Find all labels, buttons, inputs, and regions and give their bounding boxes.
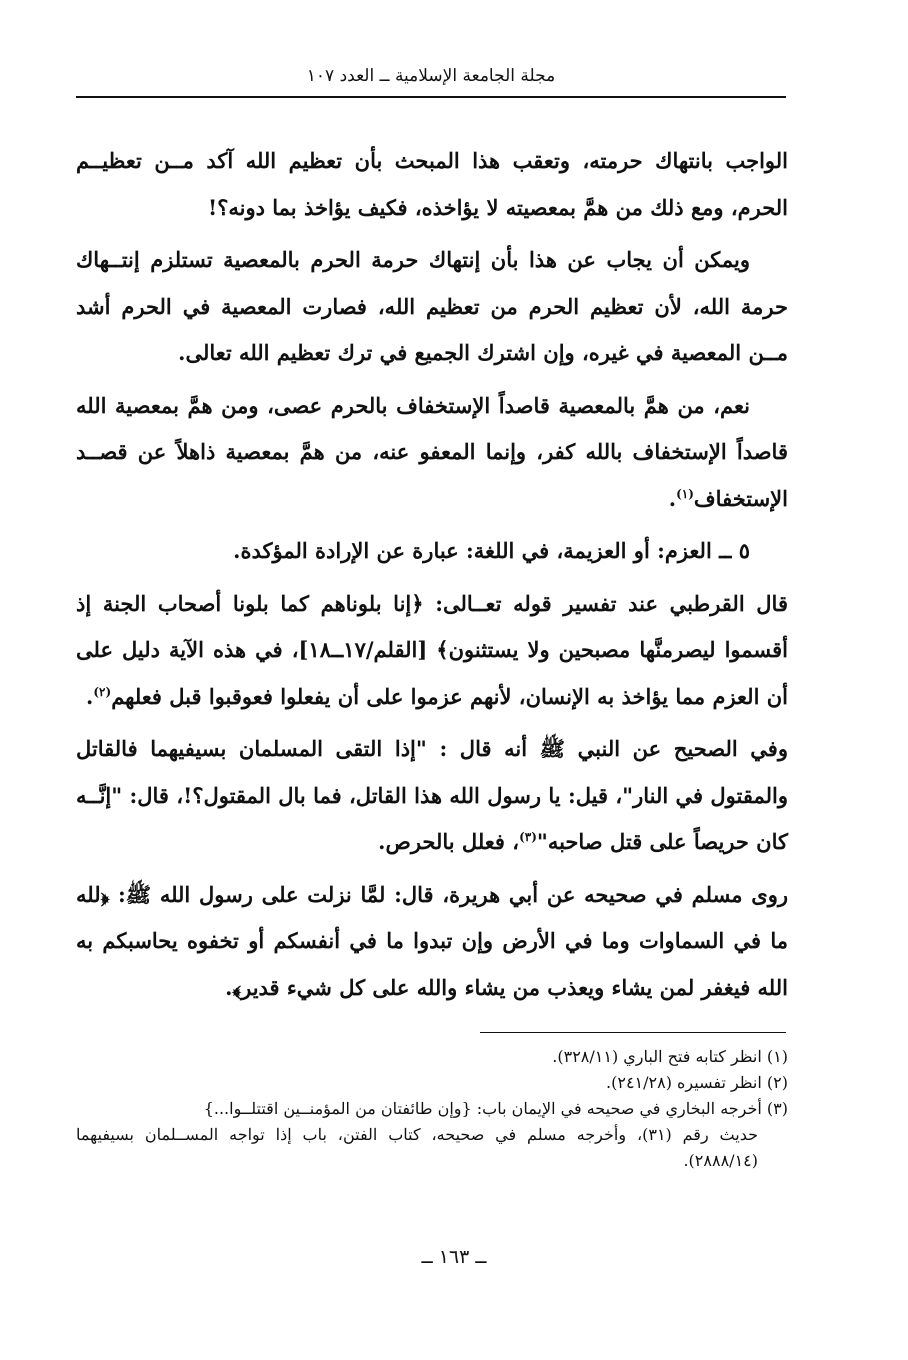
footnote-3-continued: حديث رقم (٣١)، وأخرجه مسلم في صحيحه، كتاب الفتن، باب إذا تواجه المســلمان بسيفيهما (٢٨٨٨/١٤). [76,1125,759,1170]
footnote-2: (٢) انظر تفسيره (٢٤١/٢٨). [606,1073,788,1092]
paragraph-3: نعم، من همَّ بالمعصية قاصداً الإستخفاف بالحرم عصى، ومن همَّ بمعصية الله قاصداً الإستخفاف بالله كفر، وإنما المعفو عنه، من همَّ بمعصية ذاهلاً عن قصــد الإستخفاف$^{(١)}$. [76,392,788,511]
footnote-1: (١) انظر كتابه فتح الباري (٣٢٨/١١). [552,1047,788,1066]
page-number: ــ ١٦٣ ــ [421,1246,487,1268]
header-rule [76,96,786,98]
paragraph-6-tail: ، فعلل بالحرص. [378,829,520,854]
paragraph-5-text: قال القرطبي عند تفسير قوله تعــالى: ﴿إنا بلوناهم كما بلونا أصحاب الجنة إذ أقسموا ليصرمنَّها مصبحين ولا يستثنون﴾ [القلم/١٧ــ١٨]، في هذه الآية دليل على أن العزم مما يؤاخذ به الإنسان، لأنهم عزموا على أن يفعلوا فعوقبوا قبل فعلهم [76,590,788,709]
body-text [76,138,788,1017]
footnote-ref-1[interactable]: (١) [676,486,694,501]
running-header: مجلة الجامعة الإسلامية ــ العدد ١٠٧ [306,66,556,86]
paragraph-4: ٥ ــ العزم: أو العزيمة، في اللغة: عبارة عن الإرادة المؤكدة. [233,538,750,563]
paragraph-3-text: نعم، من همَّ بالمعصية قاصداً الإستخفاف بالحرم عصى، ومن همَّ بمعصية الله قاصداً الإستخفاف بالله كفر، وإنما المعفو عنه، من همَّ بمعصية ذاهلاً عن قصــد الإستخفاف [76,392,788,511]
footnotes [76,1044,788,1174]
paragraph-6 [76,726,788,866]
footnote-ref-2[interactable]: (٢) [93,684,112,699]
paragraph-6-text: وفي الصحيح عن النبي ﷺ أنه قال : "إذا التقى المسلمان بسيفيهما فالقاتل والمقتول في النار"، قيل: يا رسول الله هذا القاتل، فما بال المقتول؟!، قال: "إنَّــه كان حريصاً على قتل صاحبه" [76,736,788,854]
paragraph-7: روى مسلم في صحيحه عن أبي هريرة، قال: لمَّا نزلت على رسول الله ﷺ: ﴿لله ما في السماوات وما في الأرض وإن تبدوا ما في أنفسكم أو تخفوه يحاسبكم به الله فيغفر لمن يشاء ويعذب من يشاء والله على كل شيء قدير﴾. [76,881,788,1000]
footnote-rule [480,1032,786,1033]
footnote-3: (٣) أخرجه البخاري في صحيحه في الإيمان باب: {وإن طائفتان من المؤمنــين اقتتلــوا...} [203,1099,788,1118]
footnote-ref-3[interactable]: (٣) [519,830,537,844]
paragraph-2: ويمكن أن يجاب عن هذا بأن إنتهاك حرمة الحرم بالمعصية تستلزم إنتــهاك حرمة الله، لأن تعظيم الحرم من تعظيم الله، فصارت المعصية في الحرم أشد مــن المعصية في غيره، وإن اشترك الجميع في ترك تعظيم الله تعالى. [76,247,788,365]
paragraph-1: الواجب بانتهاك حرمته، وتعقب هذا المبحث بأن تعظيم الله آكد مــن تعظيــم الحرم، ومع ذلك من همَّ بمعصيته لا يؤاخذه، فكيف يؤاخذ بما دونه؟! [76,148,788,220]
paragraph-5: قال القرطبي عند تفسير قوله تعــالى: ﴿إنا بلوناهم كما بلونا أصحاب الجنة إذ أقسموا ليصرمنَّها مصبحين ولا يستثنون﴾ [القلم/١٧ــ١٨]، في هذه الآية دليل على أن العزم مما يؤاخذ به الإنسان، لأنهم عزموا على أن يفعلوا فعوقبوا قبل فعلهم$^{(٢)}$. [76,590,788,709]
